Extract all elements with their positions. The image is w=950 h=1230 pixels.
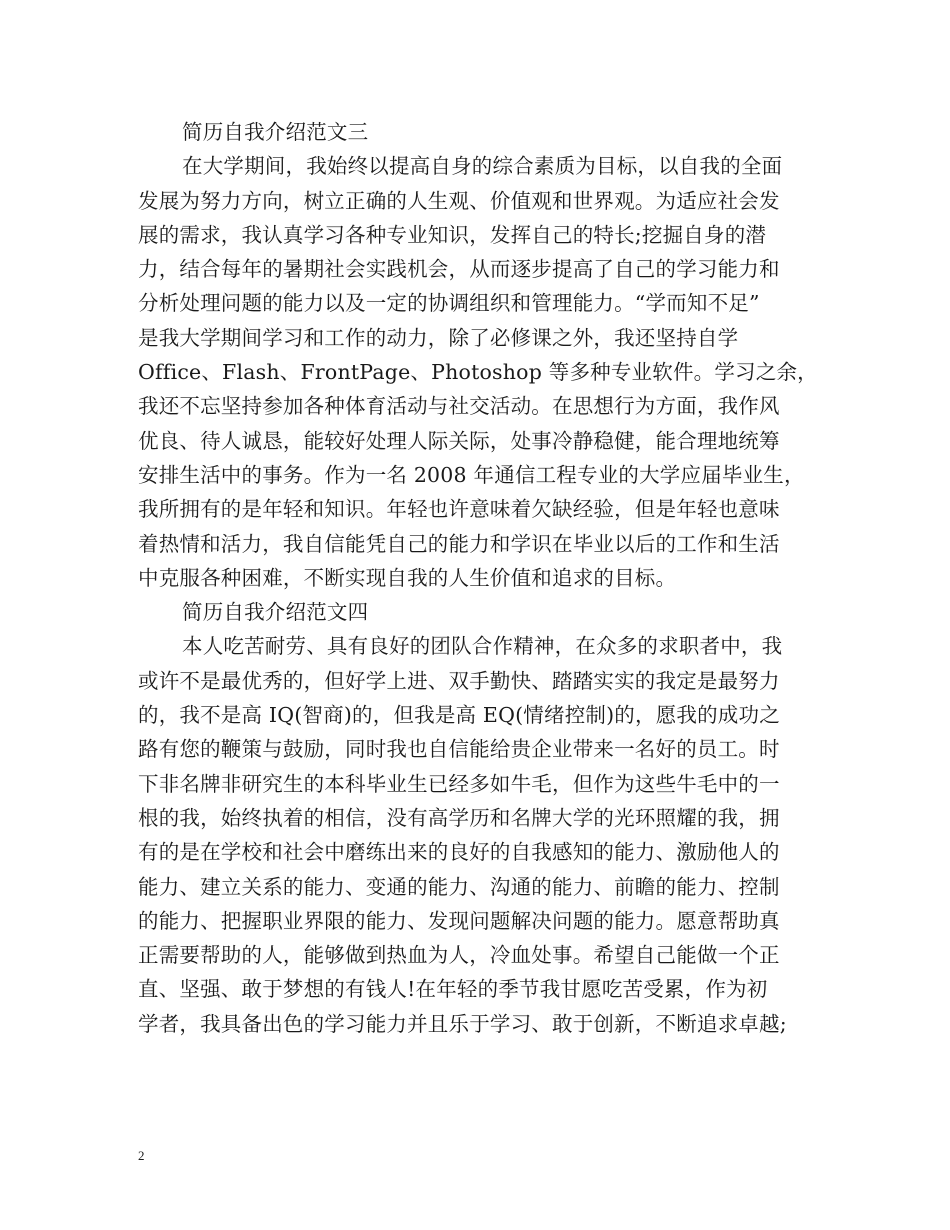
text-line: 分析处理问题的能力以及一定的协调组织和管理能力。“学而知不足”: [138, 291, 760, 316]
text-line: 优良、待人诚恳，能较好处理人际关际，处事冷静稳健，能合理地统筹: [138, 428, 780, 453]
text-line: 是我大学期间学习和工作的动力，除了必修课之外，我还坚持自学: [138, 325, 739, 350]
text-line: 直、坚强、敢于梦想的有钱人!在年轻的季节我甘愿吃苦受累，作为初: [138, 977, 768, 1002]
text-line: Office、Flash、FrontPage、Photoshop 等多种专业软件。学习之余，: [138, 360, 818, 385]
text-line: 本人吃苦耐劳、具有良好的团队合作精神，在众多的求职者中，我: [182, 634, 783, 659]
text-line: 的能力、把握职业界限的能力、发现问题解决问题的能力。愿意帮助真: [138, 908, 780, 933]
text-line: 简历自我介绍范文三: [182, 120, 369, 144]
text-line: 正需要帮助的人，能够做到热血为人，冷血处事。希望自己能做一个正: [138, 943, 780, 968]
text-line: 我所拥有的是年轻和知识。年轻也许意味着欠缺经验，但是年轻也意味: [138, 497, 780, 522]
page-number: 2: [138, 1148, 145, 1163]
text-line: 展的需求，我认真学习各种专业知识，发挥自己的特长;挖掘自身的潜: [138, 222, 767, 247]
text-line: 简历自我介绍范文四: [182, 600, 369, 625]
text-line: 力，结合每年的暑期社会实践机会，从而逐步提高了自己的学习能力和: [138, 257, 780, 282]
text-line: 根的我，始终执着的相信，没有高学历和名牌大学的光环照耀的我，拥: [138, 805, 780, 830]
document-body: [138, 115, 818, 1041]
text-line: 发展为努力方向，树立正确的人生观、价值观和世界观。为适应社会发: [138, 188, 780, 213]
text-line: 能力、建立关系的能力、变通的能力、沟通的能力、前瞻的能力、控制: [138, 874, 780, 899]
text-line: 的，我不是高 IQ(智商)的，但我是高 EQ(情绪控制)的，愿我的成功之: [138, 703, 780, 728]
text-line: 学者，我具备出色的学习能力并且乐于学习、敢于创新，不断追求卓越;: [138, 1011, 787, 1036]
text-line: 安排生活中的事务。作为一名 2008 年通信工程专业的大学应届毕业生，: [138, 462, 805, 487]
text-line: 下非名牌非研究生的本科毕业生已经多如牛毛，但作为这些牛毛中的一: [138, 771, 780, 796]
text-line: 我还不忘坚持参加各种体育活动与社交活动。在思想行为方面，我作风: [138, 394, 780, 419]
text-line: 或许不是最优秀的，但好学上进、双手勤快、踏踏实实的我定是最努力: [138, 668, 780, 693]
text-line: 中克服各种困难，不断实现自我的人生价值和追求的目标。: [138, 565, 677, 590]
text-line: 有的是在学校和社会中磨练出来的良好的自我感知的能力、激励他人的: [138, 840, 780, 865]
text-line: 路有您的鞭策与鼓励，同时我也自信能给贵企业带来一名好的员工。时: [138, 737, 780, 762]
text-line: 着热情和活力，我自信能凭自己的能力和学识在毕业以后的工作和生活: [138, 531, 780, 556]
text-line: 在大学期间，我始终以提高自身的综合素质为目标，以自我的全面: [182, 154, 783, 179]
